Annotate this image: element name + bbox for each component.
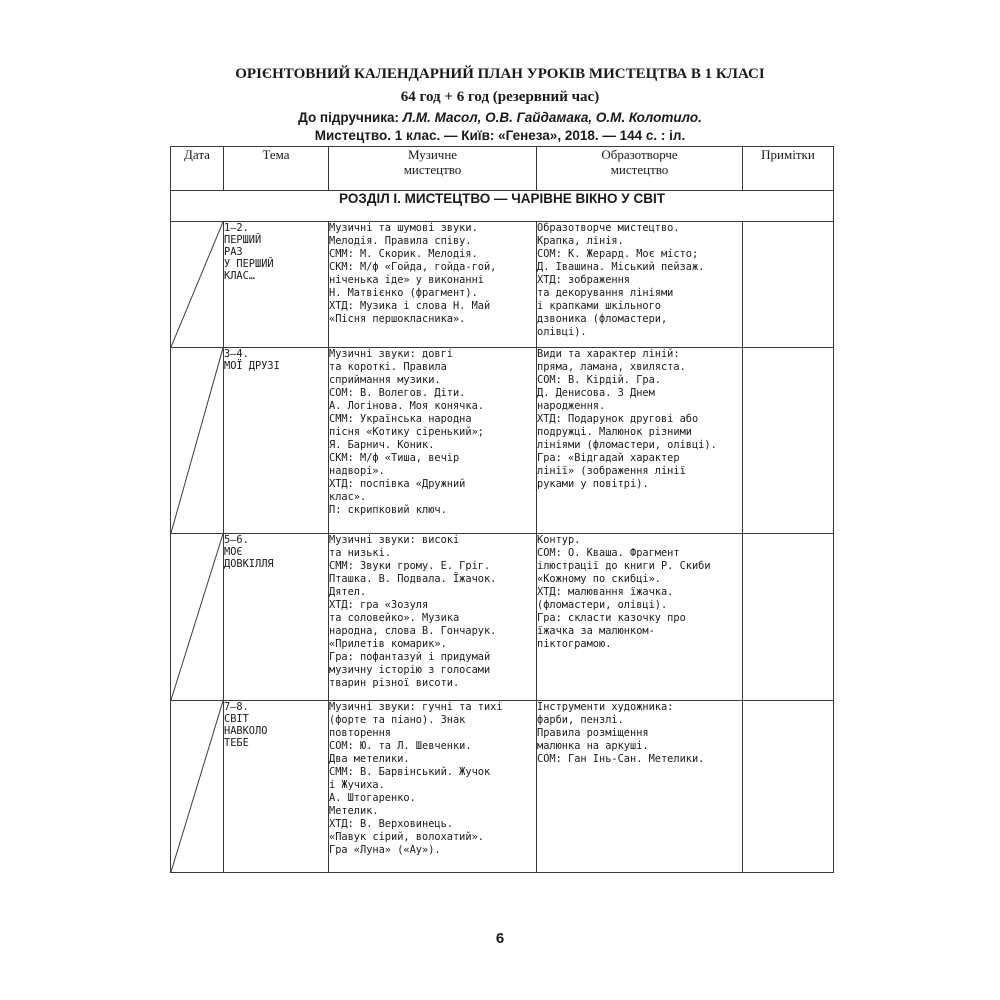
textbook-authors: Л.М. Масол, О.В. Гайдамака, О.М. Колотило. xyxy=(402,110,702,125)
topic-cell: 1–2. ПЕРШИЙ РАЗ У ПЕРШИЙ КЛАС… xyxy=(224,222,329,348)
notes-cell xyxy=(743,222,834,348)
visual-cell: Інструменти художника: фарби, пензлі. Правила розміщення малюнка на аркуші. СОМ: Ган Інь-Сан. Метелики. xyxy=(537,701,743,873)
table-row xyxy=(171,348,834,534)
music-cell: Музичні звуки: довгі та короткі. Правила сприймання музики. СОМ: В. Волегов. Діти. А. Логінова. Моя конячка. СММ: Українська народна пісня «Котику сіренький»; Я. Барнич. Коник. СКМ: М/ф «Тиша, вечір надворі». ХТД: поспівка «Дружний клас». П: скрипковий ключ. xyxy=(329,348,537,534)
header-date: Дата xyxy=(171,147,224,191)
page-number: 6 xyxy=(495,930,505,947)
header-music: Музичне мистецтво xyxy=(329,147,537,191)
lesson-plan-table xyxy=(170,146,834,873)
textbook-details: Мистецтво. 1 клас. — Київ: «Генеза», 2018. — 144 с. : іл. xyxy=(314,128,686,143)
date-cell xyxy=(171,701,224,873)
table-row xyxy=(171,701,834,873)
table-header-row xyxy=(171,147,834,191)
visual-cell: Образотворче мистецтво. Крапка, лінія. СОМ: К. Жерард. Моє місто; Д. Івашина. Міський пейзаж. ХТД: зображення та декорування лініями і крапками шкільного дзвоника (фломастери, олівці). xyxy=(537,222,743,348)
topic-cell: 5–6. МОЄ ДОВКІЛЛЯ xyxy=(224,534,329,701)
date-cell xyxy=(171,222,224,348)
notes-cell xyxy=(743,701,834,873)
music-cell: Музичні та шумові звуки. Мелодія. Правила співу. СММ: М. Скорик. Мелодія. СКМ: М/ф «Гойда, гойда-гой, ніченька іде» у виконанні Н. Матвієнко (фрагмент). ХТД: Музика і слова Н. Май «Пісня першокласника». xyxy=(329,222,537,348)
table-row xyxy=(171,222,834,348)
section-title: РОЗДІЛ І. МИСТЕЦТВО — ЧАРІВНЕ ВІКНО У СВІТ xyxy=(171,191,834,222)
visual-cell: Контур. СОМ: О. Кваша. Фрагмент ілюстрації до книги Р. Скиби «Кожному по скибці». ХТД: малювання їжачка. (фломастери, олівці). Гра: скласти казочку про їжачка за малюнком- піктограмою. xyxy=(537,534,743,701)
header-visual: Образотворче мистецтво xyxy=(537,147,743,191)
notes-cell xyxy=(743,534,834,701)
music-cell: Музичні звуки: гучні та тихі (форте та піано). Знак повторення СОМ: Ю. та Л. Шевченки. Два метелики. СММ: В. Барвінський. Жучок і Жучиха. А. Штогаренко. Метелик. ХТД: В. Верховинець. «Павук сірий, волохатий». Гра «Луна» («Ау»). xyxy=(329,701,537,873)
date-cell xyxy=(171,348,224,534)
document-hours: 64 год + 6 год (резервний час) xyxy=(400,89,600,105)
document-title: ОРІЄНТОВНИЙ КАЛЕНДАРНИЙ ПЛАН УРОКІВ МИСТЕЦТВА В 1 КЛАСІ xyxy=(235,66,765,82)
topic-cell: 3–4. МОЇ ДРУЗІ xyxy=(224,348,329,534)
header-notes: Примітки xyxy=(743,147,834,191)
music-cell: Музичні звуки: високі та низькі. СММ: Звуки грому. Е. Гріг. Пташка. В. Подвала. Їжачок. Дятел. ХТД: гра «Зозуля та соловейко». Музика народна, слова В. Гончарук. «Прилетів комарик». Гра: пофантазуй і придумай музичну історію з голосами тварин різної висоти. xyxy=(329,534,537,701)
section-row xyxy=(171,191,834,222)
date-cell xyxy=(171,534,224,701)
textbook-prefix: До підручника: xyxy=(298,110,403,125)
notes-cell xyxy=(743,348,834,534)
textbook-reference xyxy=(0,110,1000,126)
header-topic: Тема xyxy=(224,147,329,191)
table-row xyxy=(171,534,834,701)
visual-cell: Види та характер ліній: пряма, ламана, хвиляста. СОМ: В. Кірдій. Гра. Д. Денисова. З Днем народження. ХТД: Подарунок другові або подружці. Малюнок різними лініями (фломастери, олівці). Гра: «Відгадай характер лінії» (зображення лінії руками у повітрі). xyxy=(537,348,743,534)
topic-cell: 7–8. СВІТ НАВКОЛО ТЕБЕ xyxy=(224,701,329,873)
